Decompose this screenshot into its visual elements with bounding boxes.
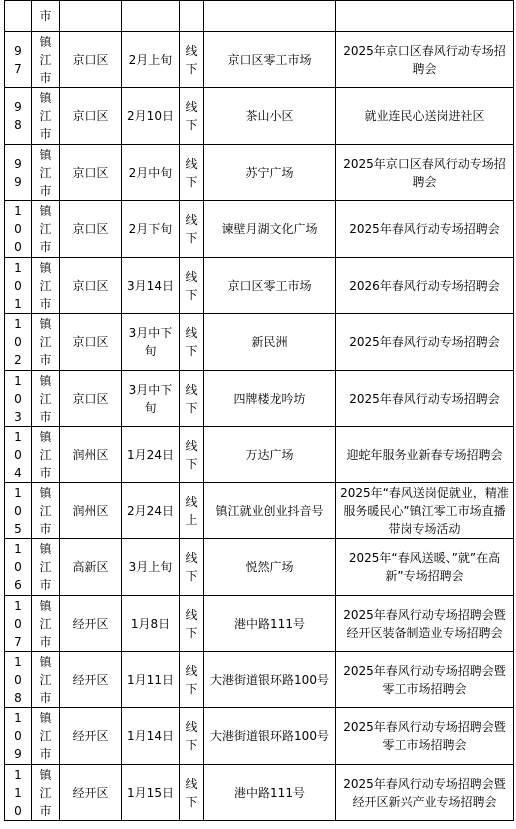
district-cell: 京口区	[60, 371, 122, 427]
mode-cell	[180, 483, 204, 539]
district-cell: 京口区	[60, 201, 122, 258]
row-number: 98	[14, 100, 22, 132]
row-number: 103	[14, 373, 22, 424]
venue-cell: 大港街道银环路100号	[204, 652, 336, 708]
venue-cell: 新民洲	[204, 314, 336, 371]
row-number: 100	[14, 204, 22, 254]
mode-cell	[180, 88, 204, 145]
table-row	[5, 88, 514, 145]
row-number: 101	[14, 260, 22, 311]
row-number: 102	[14, 317, 22, 367]
date-cell: 1月11日	[122, 652, 180, 708]
row-number-cell	[5, 258, 32, 314]
event-name-cell: 2025年春风行动专场招聘会	[336, 314, 514, 371]
event-name-cell: 2025年春风行动专场招聘会暨零工市场招聘会	[336, 652, 514, 708]
mode-cell	[180, 539, 204, 596]
row-number-cell	[5, 708, 32, 765]
city-cell	[32, 88, 60, 145]
venue-cell: 京口区零工市场	[204, 32, 336, 88]
city-cell	[32, 708, 60, 765]
row-number-cell	[5, 483, 32, 539]
city-cell	[32, 539, 60, 596]
mode-text: 线下	[185, 663, 198, 696]
district-cell: 经开区	[60, 596, 122, 652]
city-cell	[32, 258, 60, 314]
event-name-cell: 2025年“春风送暖、”就”在高新”专场招聘会	[336, 539, 514, 596]
row-number-cell	[5, 596, 32, 652]
district-cell: 润州区	[60, 427, 122, 483]
row-number: 104	[14, 429, 22, 480]
date-cell: 2月下旬	[122, 201, 180, 258]
event-name-cell	[336, 1, 514, 32]
city-cell	[32, 32, 60, 88]
date-cell: 1月14日	[122, 708, 180, 765]
date-cell: 3月14日	[122, 258, 180, 314]
table-row	[5, 708, 514, 765]
city-text: 市	[39, 9, 52, 23]
district-cell: 经开区	[60, 652, 122, 708]
mode-text: 线下	[185, 607, 198, 640]
city-text: 镇江市	[39, 654, 52, 705]
district-cell: 京口区	[60, 258, 122, 314]
venue-cell: 万达广场	[204, 427, 336, 483]
table-row	[5, 145, 514, 201]
date-cell: 3月中下旬	[122, 314, 180, 371]
mode-text: 线下	[185, 326, 198, 358]
row-number-cell	[5, 427, 32, 483]
venue-cell: 镇江就业创业抖音号	[204, 483, 336, 539]
event-name-cell: 2025年春风行动专场招聘会暨经开区装备制造业专场招聘会	[336, 596, 514, 652]
date-cell: 2月上旬	[122, 32, 180, 88]
mode-text: 线下	[185, 776, 198, 809]
city-text: 镇江市	[39, 91, 52, 141]
event-name-cell: 2025年京口区春风行动专场招聘会	[336, 32, 514, 88]
row-number-cell	[5, 32, 32, 88]
row-number-cell	[5, 145, 32, 201]
event-name-cell: 迎蛇年服务业新春专场招聘会	[336, 427, 514, 483]
mode-cell	[180, 652, 204, 708]
row-number: 108	[14, 654, 22, 705]
city-text: 镇江市	[39, 485, 52, 536]
city-text: 镇江市	[39, 147, 52, 198]
venue-cell: 四牌楼龙吟坊	[204, 371, 336, 427]
city-text: 镇江市	[39, 204, 52, 254]
event-name-cell: 2025年春风行动专场招聘会暨零工市场招聘会	[336, 708, 514, 765]
venue-cell: 悦然广场	[204, 539, 336, 596]
city-cell	[32, 145, 60, 201]
city-text: 镇江市	[39, 34, 52, 85]
row-number-cell	[5, 652, 32, 708]
table-row	[5, 652, 514, 708]
district-cell: 高新区	[60, 539, 122, 596]
district-cell: 京口区	[60, 314, 122, 371]
event-name-cell: 就业连民心送岗进社区	[336, 88, 514, 145]
date-cell: 2月10日	[122, 88, 180, 145]
mode-cell	[180, 314, 204, 371]
mode-cell	[180, 201, 204, 258]
district-cell: 京口区	[60, 145, 122, 201]
row-number: 105	[14, 485, 22, 536]
event-name-cell: 2025年春风行动专场招聘会	[336, 371, 514, 427]
mode-text: 线下	[185, 213, 198, 245]
date-cell: 2月中旬	[122, 145, 180, 201]
mode-cell	[180, 596, 204, 652]
row-number: 106	[14, 542, 22, 592]
table-row	[5, 258, 514, 314]
venue-cell: 谏壁月湖文化广场	[204, 201, 336, 258]
city-text: 镇江市	[39, 711, 52, 761]
city-cell	[32, 201, 60, 258]
venue-cell: 茶山小区	[204, 88, 336, 145]
mode-cell	[180, 708, 204, 765]
date-cell: 1月15日	[122, 765, 180, 821]
mode-cell	[180, 145, 204, 201]
venue-cell: 港中路111号	[204, 596, 336, 652]
table-row	[5, 483, 514, 539]
mode-text: 线上	[185, 494, 198, 527]
table-row	[5, 201, 514, 258]
venue-cell: 大港街道银环路100号	[204, 708, 336, 765]
event-name-cell: 2026年春风行动专场招聘会	[336, 258, 514, 314]
district-cell: 经开区	[60, 708, 122, 765]
date-cell: 1月8日	[122, 596, 180, 652]
mode-text: 线下	[185, 43, 198, 76]
mode-text: 线下	[185, 720, 198, 752]
event-name-cell: 2025年春风行动专场招聘会暨经开区新兴产业专场招聘会	[336, 765, 514, 821]
date-cell: 3月中下旬	[122, 371, 180, 427]
mode-text: 线下	[185, 382, 198, 415]
city-text: 镇江市	[39, 767, 52, 818]
city-cell	[32, 652, 60, 708]
mode-cell	[180, 32, 204, 88]
row-number: 109	[14, 711, 22, 761]
city-text: 镇江市	[39, 317, 52, 367]
mode-text: 线下	[185, 551, 198, 583]
venue-cell: 京口区零工市场	[204, 258, 336, 314]
table-row	[5, 765, 514, 821]
city-cell	[32, 427, 60, 483]
event-name-cell: 2025年京口区春风行动专场招聘会	[336, 145, 514, 201]
district-cell: 经开区	[60, 765, 122, 821]
mode-cell	[180, 1, 204, 32]
row-number-cell	[5, 765, 32, 821]
row-number-cell	[5, 314, 32, 371]
city-cell	[32, 483, 60, 539]
row-number: 99	[14, 156, 22, 189]
city-cell	[32, 765, 60, 821]
city-cell	[32, 1, 60, 32]
city-text: 镇江市	[39, 260, 52, 311]
table-row	[5, 596, 514, 652]
row-number: 110	[14, 767, 22, 818]
row-number: 107	[14, 598, 22, 649]
mode-text: 线下	[185, 269, 198, 302]
row-number-cell	[5, 539, 32, 596]
mode-text: 线下	[185, 156, 198, 189]
table-row	[5, 427, 514, 483]
date-cell	[122, 1, 180, 32]
city-text: 镇江市	[39, 429, 52, 480]
mode-text: 线下	[185, 100, 198, 132]
row-number-cell	[5, 201, 32, 258]
table-row-partial	[5, 1, 514, 32]
city-text: 镇江市	[39, 598, 52, 649]
district-cell: 京口区	[60, 32, 122, 88]
row-number-cell	[5, 1, 32, 32]
table-row	[5, 371, 514, 427]
events-table	[4, 0, 514, 821]
mode-cell	[180, 427, 204, 483]
table-row	[5, 539, 514, 596]
mode-cell	[180, 258, 204, 314]
district-cell: 润州区	[60, 483, 122, 539]
table-row	[5, 32, 514, 88]
city-cell	[32, 596, 60, 652]
event-name-cell: 2025年“春风送岗促就业，精准服务暖民心”镇江零工市场直播带岗专场活动	[336, 483, 514, 539]
city-text: 镇江市	[39, 373, 52, 424]
district-cell: 京口区	[60, 88, 122, 145]
date-cell: 1月24日	[122, 427, 180, 483]
row-number-cell	[5, 88, 32, 145]
city-cell	[32, 314, 60, 371]
row-number: 97	[14, 43, 22, 76]
mode-cell	[180, 371, 204, 427]
row-number-cell	[5, 371, 32, 427]
date-cell: 2月24日	[122, 483, 180, 539]
event-name-cell: 2025年春风行动专场招聘会	[336, 201, 514, 258]
table-row	[5, 314, 514, 371]
venue-cell: 港中路111号	[204, 765, 336, 821]
city-text: 镇江市	[39, 542, 52, 592]
city-cell	[32, 371, 60, 427]
venue-cell: 苏宁广场	[204, 145, 336, 201]
mode-cell	[180, 765, 204, 821]
mode-text: 线下	[185, 438, 198, 471]
district-cell	[60, 1, 122, 32]
venue-cell	[204, 1, 336, 32]
date-cell: 3月上旬	[122, 539, 180, 596]
